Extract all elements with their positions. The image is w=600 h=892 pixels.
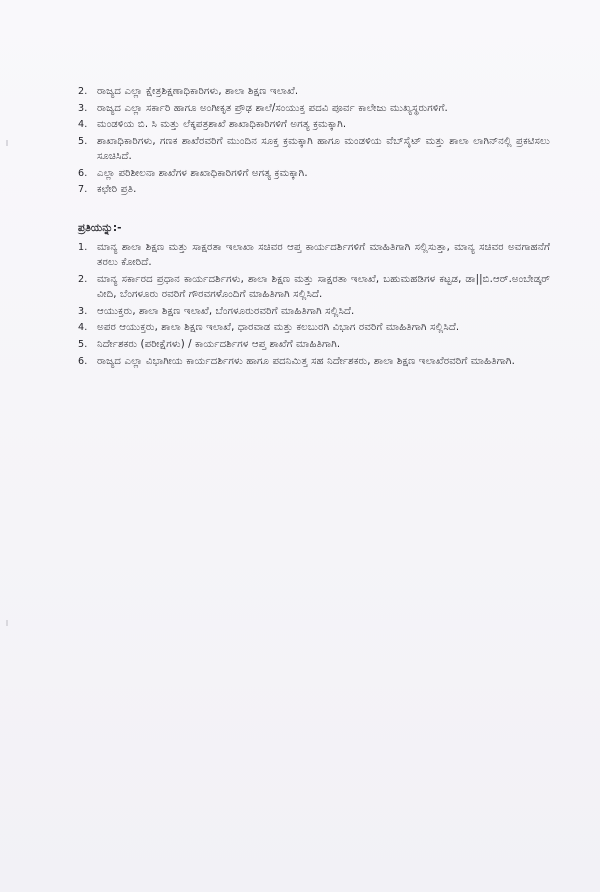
item-number: 4. <box>78 322 88 334</box>
copies-heading: ಪ್ರತಿಯನ್ನು:- <box>78 221 122 234</box>
list-item <box>78 101 550 116</box>
item-number: 7. <box>78 184 88 196</box>
item-text: ಕಛೇರಿ ಪ್ರತಿ. <box>97 184 137 196</box>
copies-list <box>78 240 550 369</box>
item-number: 1. <box>78 241 88 253</box>
list-item <box>78 84 550 99</box>
document-body <box>78 84 550 370</box>
scan-edge-mark <box>6 620 8 626</box>
item-number: 3. <box>78 102 88 114</box>
item-text: ಮಂಡಳಿಯ ಬಿ. ಸಿ ಮತ್ತು ಲೆಕ್ಕಪತ್ರಶಾಖೆ ಶಾಖಾಧಿಕಾರಿಗಳಿಗೆ ಅಗತ್ಯ ಕ್ರಮಕ್ಕಾಗಿ. <box>97 119 347 131</box>
item-text: ರಾಜ್ಯದ ಎಲ್ಲಾ ಕ್ಷೇತ್ರಶಿಕ್ಷಣಾಧಿಕಾರಿಗಳು, ಶಾಲಾ ಶಿಕ್ಷಣ ಇಲಾಖೆ. <box>97 86 299 97</box>
item-text: ಅಪರ ಆಯುಕ್ತರು, ಶಾಲಾ ಶಿಕ್ಷಣ ಇಲಾಖೆ, ಧಾರವಾಡ ಮತ್ತು ಕಲಬುರಗಿ ವಿಭಾಗ ರವರಿಗೆ ಮಾಹಿತಿಗಾಗಿ ಸಲ್ಲಿಸಿದೆ. <box>97 322 460 334</box>
list-item <box>78 354 550 369</box>
item-number: 5. <box>78 338 88 350</box>
list-item <box>78 240 550 271</box>
list-item <box>78 166 550 181</box>
item-text: ಶಾಖಾಧಿಕಾರಿಗಳು, ಗಣಕ ಶಾಖೆರವರಿಗೆ ಮುಂದಿನ ಸೂಕ್ತ ಕ್ರಮಕ್ಕಾಗಿ ಹಾಗೂ ಮಂಡಳಿಯ ವೆಬ್‌ಸೈಟ್ ಮತ್ತು ಶಾಲಾ ಲಾಗಿನ್‌ನಲ್ಲಿ ಪ್ರಕಟಿಸಲು ಸೂಚಿಸಿದೆ. <box>97 135 550 163</box>
list-item <box>78 320 550 335</box>
list-item <box>78 182 550 197</box>
list-item <box>78 117 550 132</box>
item-text: ರಾಜ್ಯದ ಎಲ್ಲಾ ಸರ್ಕಾರಿ ಹಾಗೂ ಅಂಗೀಕೃತ ಪ್ರೌಢ ಶಾಲೆ/ಸಂಯುಕ್ತ ಪದವಿ ಪೂರ್ವ ಕಾಲೇಜು ಮುಖ್ಯಸ್ಥರುಗಳಿಗೆ. <box>97 102 448 114</box>
item-text: ಮಾನ್ಯ ಸರ್ಕಾರದ ಪ್ರಧಾನ ಕಾರ್ಯದರ್ಶಿಗಳು, ಶಾಲಾ ಶಿಕ್ಷಣ ಮತ್ತು ಸಾಕ್ಷರತಾ ಇಲಾಖೆ, ಬಹುಮಹಡಿಗಳ ಕಟ್ಟಡ, ಡಾ||ಬಿ.ಆರ್.ಅಂಬೇಡ್ಕರ್ ವೀದಿ, ಬೆಂಗಳೂರು ರವರಿಗೆ ಗೌರವಗಳೊಂದಿಗೆ ಮಾಹಿತಿಗಾಗಿ ಸಲ್ಲಿಸಿದೆ. <box>97 273 550 301</box>
list-item <box>78 304 550 319</box>
item-text: ರಾಜ್ಯದ ಎಲ್ಲಾ ವಿಭಾಗೀಯ ಕಾರ್ಯದರ್ಶಿಗಳು ಹಾಗೂ ಪದನಿಮಿತ್ತ ಸಹ ನಿರ್ದೇಶಕರು, ಶಾಲಾ ಶಿಕ್ಷಣ ಇಲಾಖೆರವರಿಗೆ ಮಾಹಿತಿಗಾಗಿ. <box>97 355 515 367</box>
item-number: 2. <box>78 273 88 285</box>
list-item <box>78 337 550 352</box>
item-number: 5. <box>78 135 88 147</box>
list-item <box>78 134 550 165</box>
item-text: ಎಲ್ಲಾ ಪರಿಶೀಲನಾ ಶಾಖೆಗಳ ಶಾಖಾಧಿಕಾರಿಗಳಿಗೆ ಅಗತ್ಯ ಕ್ರಮಕ್ಕಾಗಿ. <box>97 167 308 179</box>
item-number: 3. <box>78 305 88 317</box>
item-number: 6. <box>78 167 88 179</box>
item-number: 2. <box>78 86 88 97</box>
distribution-list <box>78 84 550 198</box>
item-number: 6. <box>78 355 88 367</box>
list-item <box>78 272 550 303</box>
item-text: ನಿರ್ದೇಶಕರು (ಪರೀಕ್ಷೆಗಳು) / ಕಾರ್ಯದರ್ಶಿಗಳ ಆಪ್ತ ಶಾಖೆಗೆ ಮಾಹಿತಿಗಾಗಿ. <box>97 338 341 350</box>
item-text: ಆಯುಕ್ತರು, ಶಾಲಾ ಶಿಕ್ಷಣ ಇಲಾಖೆ, ಬೆಂಗಳೂರುರವರಿಗೆ ಮಾಹಿತಿಗಾಗಿ ಸಲ್ಲಿಸಿದೆ. <box>97 305 355 317</box>
scan-edge-mark <box>6 140 8 146</box>
item-number: 4. <box>78 119 88 131</box>
item-text: ಮಾನ್ಯ ಶಾಲಾ ಶಿಕ್ಷಣ ಮತ್ತು ಸಾಕ್ಷರತಾ ಇಲಾಖಾ ಸಚಿವರ ಆಪ್ತ ಕಾರ್ಯದರ್ಶಿಗಳಿಗೆ ಮಾಹಿತಿಗಾಗಿ ಸಲ್ಲಿಸುತ್ತಾ, ಮಾನ್ಯ ಸಚಿವರ ಅವಗಾಹನೆಗೆ ತರಲು ಕೋರಿದೆ. <box>97 241 550 269</box>
